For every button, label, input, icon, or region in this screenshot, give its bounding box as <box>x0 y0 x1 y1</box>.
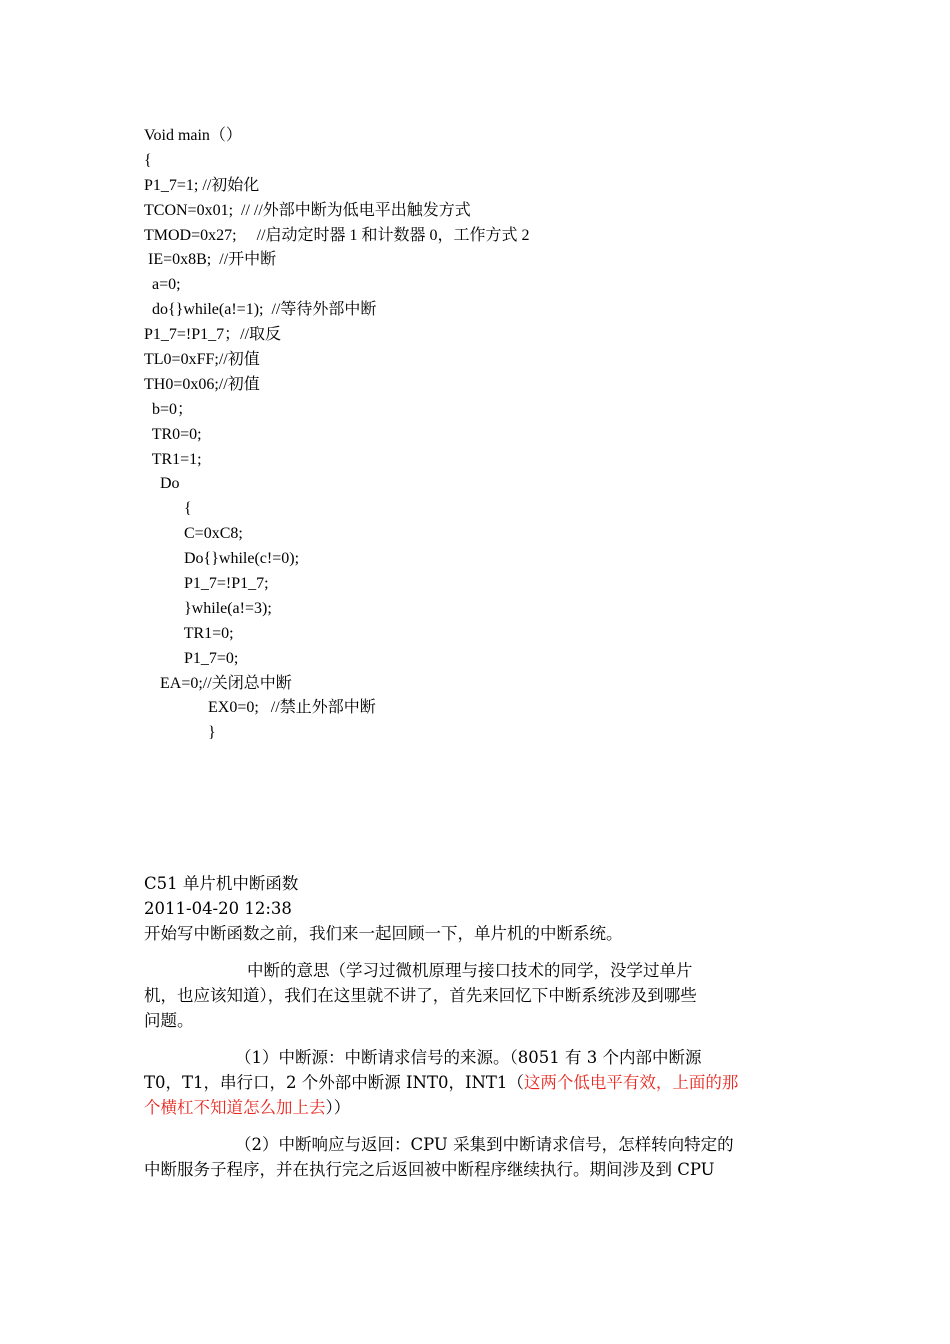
paragraph-1-line-3: 问题。 <box>144 1011 194 1030</box>
article-datetime: 2011-04-20 12:38 <box>144 899 292 918</box>
code-line: EX0=0; //禁止外部中断 <box>144 699 376 717</box>
code-line: { <box>144 151 152 169</box>
code-line: TL0=0xFF;//初值 <box>144 351 260 369</box>
red-highlight-text: 个横杠不知道怎么加上去 <box>144 1098 326 1117</box>
code-line: do{}while(a!=1); //等待外部中断 <box>144 301 377 319</box>
paragraph-2-line-3-text: ）） <box>325 1098 351 1117</box>
code-line: a=0; <box>144 276 181 294</box>
code-line: } <box>144 724 216 742</box>
paragraph-2-line-1: （1）中断源：中断请求信号的来源。（8051 有 3 个内部中断源 <box>235 1048 702 1067</box>
paragraph-1-line-2: 机，也应该知道），我们在这里就不讲了，首先来回忆下中断系统涉及到哪些 <box>144 986 697 1005</box>
article <box>144 871 804 1182</box>
code-line: TR1=1; <box>144 450 202 468</box>
paragraph-3-line-2: 中断服务子程序，并在执行完之后返回被中断程序继续执行。期间涉及到 CPU <box>144 1160 715 1179</box>
code-line: Do{}while(c!=0); <box>144 550 300 568</box>
code-line: b=0； <box>144 400 194 418</box>
paragraph-1-line-1: 中断的意思（学习过微机原理与接口技术的同学，没学过单片 <box>247 961 693 980</box>
code-line: P1_7=1; //初始化 <box>144 176 260 194</box>
code-line: TMOD=0x27; //启动定时器 1 和计数器 0，工作方式 2 <box>144 226 530 244</box>
paragraph-3-line-1: （2）中断响应与返回：CPU 采集到中断请求信号，怎样转向特定的 <box>235 1135 734 1154</box>
code-line: C=0xC8; <box>144 525 243 543</box>
code-line: IE=0x8B; //开中断 <box>144 251 277 269</box>
code-line: Do <box>144 475 180 493</box>
code-line: TR0=0; <box>144 425 202 443</box>
code-listing <box>144 124 529 746</box>
code-line: TCON=0x01; // //外部中断为低电平出触发方式 <box>144 201 471 219</box>
code-line: TR1=0; <box>144 624 234 642</box>
code-line: TH0=0x06;//初值 <box>144 375 260 393</box>
paragraph-2-line-3 <box>144 1095 804 1120</box>
code-line: P1_7=!P1_7；//取反 <box>144 326 282 344</box>
code-line: P1_7=!P1_7; <box>144 575 269 593</box>
article-intro: 开始写中断函数之前，我们来一起回顾一下，单片机的中断系统。 <box>144 924 623 943</box>
code-line: { <box>144 500 192 518</box>
code-line: EA=0;//关闭总中断 <box>144 674 292 692</box>
article-title: C51 单片机中断函数 <box>144 874 299 893</box>
paragraph-2-line-2 <box>144 1070 804 1095</box>
red-highlight-text: 这两个低电平有效，上面的那 <box>523 1073 739 1092</box>
code-line: }while(a!=3); <box>144 599 272 617</box>
code-line: Void main（） <box>144 127 242 144</box>
paragraph-2-line-2-text: T0，T1，串行口，2 个外部中断源 INT0，INT1（ <box>144 1073 524 1092</box>
code-line: P1_7=0; <box>144 649 239 667</box>
